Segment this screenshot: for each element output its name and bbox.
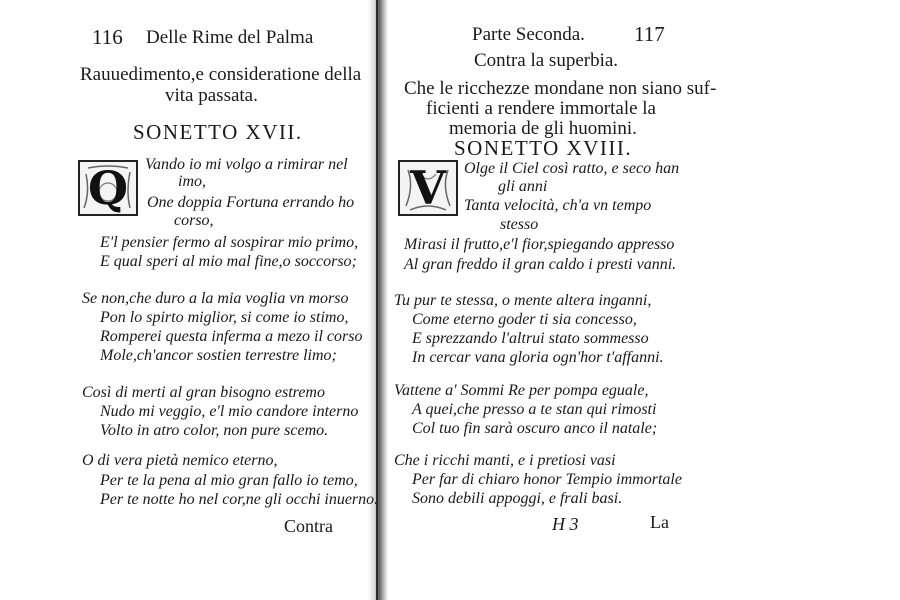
left-verse-12: Nudo mi veggio, e'l mio candore interno: [100, 403, 359, 420]
right-verse-13: Col tuo fin sarà oscuro anco il natale;: [412, 420, 658, 437]
right-heading-line-4: memoria de gli huomini.: [449, 118, 637, 139]
left-verse-6: E qual speri al mio mal fine,o soccorso;: [100, 253, 357, 270]
right-verse-11: Vattene a' Sommi Re per pompa eguale,: [394, 382, 649, 399]
left-verse-16: Per te notte ho nel cor,ne gli occhi inuerno.: [100, 491, 379, 508]
left-verse-5: E'l pensier fermo al sospirar mio primo,: [100, 234, 359, 251]
right-verse-5: Mirasi il frutto,e'l fior,spiegando appresso: [404, 236, 675, 253]
right-verse-15: Per far di chiaro honor Tempio immortale: [412, 471, 682, 488]
right-heading-line-2: Che le ricchezze mondane non siano suf-: [404, 78, 717, 99]
right-verse-8: Come eterno goder ti sia concesso,: [412, 311, 637, 328]
right-heading-line-1: Contra la superbia.: [474, 50, 619, 71]
left-verse-11: Così di merti al gran bisogno estremo: [82, 384, 325, 401]
left-catchword: Contra: [284, 516, 333, 536]
left-verse-15: Per te la pena al mio gran fallo io temo,: [100, 472, 358, 489]
right-verse-1: Olge il Ciel così ratto, e seco han: [464, 160, 680, 177]
ornate-initial-q-icon: [78, 160, 138, 216]
right-sonnet-title: SONETTO XVIII.: [454, 136, 633, 160]
left-sonnet-title: SONETTO XVII.: [133, 120, 303, 144]
right-verse-4: stesso: [500, 216, 539, 233]
left-heading-line-2: vita passata.: [165, 85, 258, 106]
right-running-head: Parte Seconda.: [472, 24, 585, 45]
left-verse-7: Se non,che duro a la mia voglia vn morso: [82, 290, 349, 307]
left-verse-3: One doppia Fortuna errando ho: [147, 194, 355, 211]
left-verse-2: imo,: [178, 173, 206, 190]
right-page: [384, 0, 900, 600]
right-signature-mark: H 3: [552, 514, 579, 534]
initial-letter: Q: [87, 161, 129, 215]
right-verse-2: gli anni: [498, 178, 548, 195]
left-page: [0, 0, 380, 600]
right-verse-14: Che i ricchi manti, e i pretiosi vasi: [394, 452, 616, 469]
left-folio-number: 116: [92, 25, 123, 49]
right-verse-16: Sono debili appoggi, e frali basi.: [412, 490, 623, 507]
right-heading-line-3: ficienti a rendere immortale la: [426, 98, 656, 119]
left-verse-14: O di vera pietà nemico eterno,: [82, 452, 278, 469]
right-folio-number: 117: [634, 22, 665, 46]
left-verse-4: corso,: [174, 212, 214, 229]
right-verse-12: A quei,che presso a te stan qui rimosti: [412, 401, 657, 418]
ornate-initial-v-icon: [398, 160, 458, 216]
left-verse-1: Vando io mi volgo a rimirar nel: [145, 156, 348, 173]
left-verse-10: Mole,ch'ancor sostien terrestre limo;: [100, 347, 337, 364]
right-verse-9: E sprezzando l'altrui stato sommesso: [412, 330, 649, 347]
right-catchword: La: [650, 512, 669, 532]
left-verse-13: Volto in atro color, non pure scemo.: [100, 422, 329, 439]
right-verse-7: Tu pur te stessa, o mente altera inganni,: [394, 292, 652, 309]
left-verse-8: Pon lo spirto miglior, si come io stimo,: [100, 309, 349, 326]
left-verse-9: Romperei questa inferma a mezo il corso: [100, 328, 363, 345]
right-verse-3: Tanta velocità, ch'a vn tempo: [464, 197, 652, 214]
left-running-head: Delle Rime del Palma: [146, 27, 314, 48]
right-verse-10: In cercar vana gloria ogn'hor t'affanni.: [412, 349, 664, 366]
right-verse-6: Al gran freddo il gran caldo i presti vanni.: [404, 256, 677, 273]
left-heading-line-1: Rauuedimento,e consideratione della: [80, 64, 362, 85]
initial-letter: V: [410, 161, 446, 215]
